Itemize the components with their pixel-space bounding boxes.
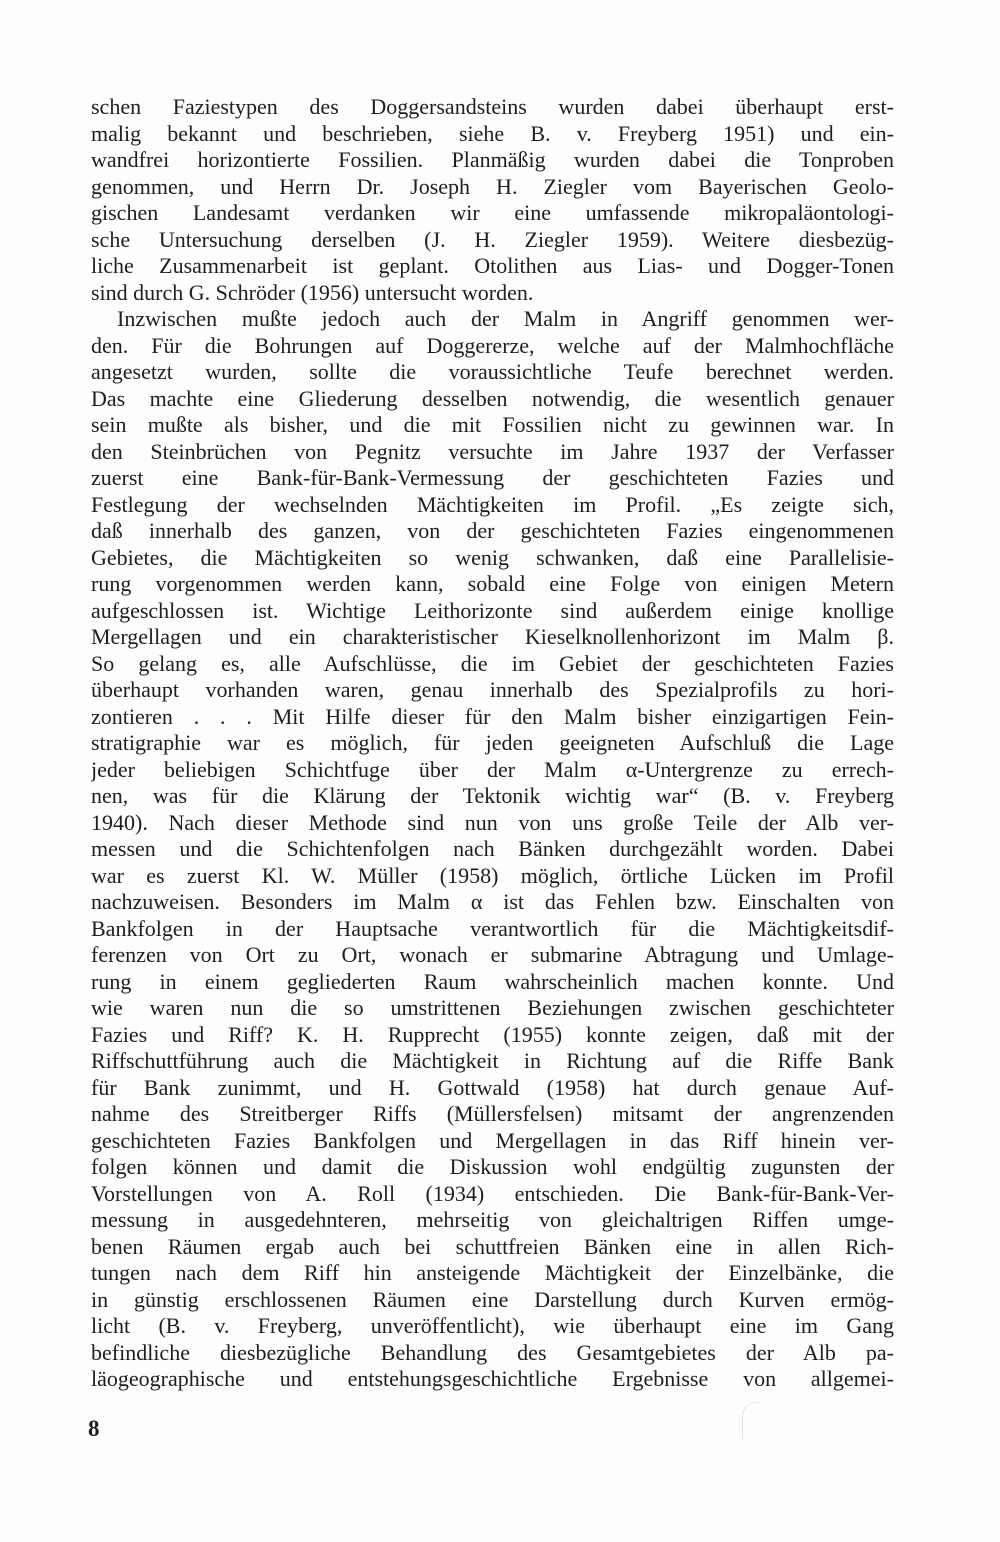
- text-line: Gebietes, die Mächtigkeiten so wenig schwanken, daß eine Parallelisie-: [91, 544, 894, 570]
- text-line: in günstig erschlossenen Räumen eine Darstellung durch Kurven ermög-: [91, 1286, 894, 1312]
- text-line: läogeographische und entstehungsgeschichtliche Ergebnisse von allgemei-: [91, 1366, 894, 1391]
- text-line: Mergellagen und ein charakteristischer Kieselknollenhorizont im Malm β.: [91, 624, 894, 649]
- text-line: zontieren . . . Mit Hilfe dieser für den Malm bisher einzigartigen Fein-: [91, 703, 894, 729]
- text-line: Fazies und Riff? K. H. Rupprecht (1955) konnte zeigen, daß mit der: [91, 1021, 894, 1047]
- text-line: rung vorgenommen werden kann, sobald eine Folge von einigen Metern: [91, 571, 894, 596]
- text-line: licht (B. v. Freyberg, unveröffentlicht), wie überhaupt eine im Gang: [91, 1313, 894, 1338]
- text-line: geschichteten Fazies Bankfolgen und Mergellagen in das Riff hinein ver-: [91, 1127, 894, 1153]
- text-line: sein mußte als bisher, und die mit Fossilien nicht zu gewinnen war. In: [91, 412, 894, 437]
- text-line: überhaupt vorhanden waren, genau innerhalb des Spezialprofils zu hori-: [91, 677, 894, 702]
- text-line: gischen Landesamt verdanken wir eine umfassende mikropaläontologi-: [91, 200, 894, 225]
- scan-artifact: [742, 1402, 761, 1439]
- text-line: ferenzen von Ort zu Ort, wonach er submarine Abtragung und Umlage-: [91, 942, 894, 967]
- text-line: Riffschuttführung auch die Mächtigkeit in Richtung auf die Riffe Bank: [91, 1048, 894, 1073]
- text-line: schen Faziestypen des Doggersandsteins wurden dabei überhaupt erst-: [91, 94, 894, 119]
- text-line: Vorstellungen von A. Roll (1934) entschieden. Die Bank-für-Bank-Ver-: [91, 1180, 894, 1206]
- text-line: sind durch G. Schröder (1956) untersucht worden.: [91, 279, 534, 305]
- text-line: Inzwischen mußte jedoch auch der Malm in Angriff genommen wer-: [117, 306, 894, 331]
- text-line: messung in ausgedehnteren, mehrseitig von gleichaltrigen Riffen umge-: [91, 1207, 894, 1232]
- text-line: für Bank zunimmt, und H. Gottwald (1958) hat durch genaue Auf-: [91, 1074, 894, 1100]
- text-line: sche Untersuchung derselben (J. H. Ziegler 1959). Weitere diesbezüg-: [91, 226, 894, 252]
- text-line: Festlegung der wechselnden Mächtigkeiten im Profil. „Es zeigte sich,: [91, 491, 894, 517]
- text-line: Bankfolgen in der Hauptsache verantwortlich für die Mächtigkeitsdif-: [91, 915, 894, 941]
- text-line: messen und die Schichtenfolgen nach Bänken durchgezählt worden. Dabei: [91, 836, 894, 861]
- text-line: daß innerhalb des ganzen, von der geschichteten Fazies eingenommenen: [91, 518, 894, 543]
- text-line: 1940). Nach dieser Methode sind nun von uns große Teile der Alb ver-: [91, 809, 894, 835]
- text-line: benen Räumen ergab auch bei schuttfreien Bänken eine in allen Rich-: [91, 1233, 894, 1259]
- text-line: zuerst eine Bank-für-Bank-Vermessung der geschichteten Fazies und: [91, 465, 894, 490]
- text-line: Das machte eine Gliederung desselben notwendig, die wesentlich genauer: [91, 385, 894, 411]
- text-line: jeder beliebigen Schichtfuge über der Malm α-Untergrenze zu errech-: [91, 756, 894, 782]
- text-line: So gelang es, alle Aufschlüsse, die im Gebiet der geschichteten Fazies: [91, 650, 894, 676]
- text-line: den Steinbrüchen von Pegnitz versuchte im Jahre 1937 der Verfasser: [91, 438, 894, 464]
- page-number: 8: [88, 1416, 100, 1441]
- text-line: nen, was für die Klärung der Tektonik wichtig war“ (B. v. Freyberg: [91, 783, 894, 808]
- text-line: war es zuerst Kl. W. Müller (1958) möglich, örtliche Lücken im Profil: [91, 862, 894, 888]
- text-line: wandfrei horizontierte Fossilien. Planmäßig wurden dabei die Tonproben: [91, 147, 894, 172]
- text-line: nahme des Streitberger Riffs (Müllersfelsen) mitsamt der angrenzenden: [91, 1101, 894, 1126]
- text-line: aufgeschlossen ist. Wichtige Leithorizonte sind außerdem einige knollige: [91, 597, 894, 623]
- text-line: genommen, und Herrn Dr. Joseph H. Ziegler vom Bayerischen Geolo-: [91, 173, 894, 199]
- text-line: tungen nach dem Riff hin ansteigende Mächtigkeit der Einzelbänke, die: [91, 1260, 894, 1285]
- text-line: befindliche diesbezügliche Behandlung des Gesamtgebietes der Alb pa-: [91, 1339, 894, 1365]
- text-line: wie waren nun die so umstrittenen Beziehungen zwischen geschichteter: [91, 995, 894, 1020]
- body-text: [91, 94, 894, 1393]
- text-line: angesetzt wurden, sollte die voraussichtliche Teufe berechnet werden.: [91, 359, 894, 384]
- text-line: folgen können und damit die Diskussion wohl endgültig zugunsten der: [91, 1154, 894, 1179]
- text-line: stratigraphie war es möglich, für jeden geeigneten Aufschluß die Lage: [91, 730, 894, 755]
- text-line: den. Für die Bohrungen auf Doggererze, welche auf der Malmhochfläche: [91, 332, 894, 358]
- text-line: malig bekannt und beschrieben, siehe B. v. Freyberg 1951) und ein-: [91, 120, 894, 146]
- text-line: rung in einem gegliederten Raum wahrscheinlich machen konnte. Und: [91, 968, 894, 994]
- text-line: liche Zusammenarbeit ist geplant. Otolithen aus Lias- und Dogger-Tonen: [91, 253, 894, 278]
- text-line: nachzuweisen. Besonders im Malm α ist das Fehlen bzw. Einschalten von: [91, 889, 894, 914]
